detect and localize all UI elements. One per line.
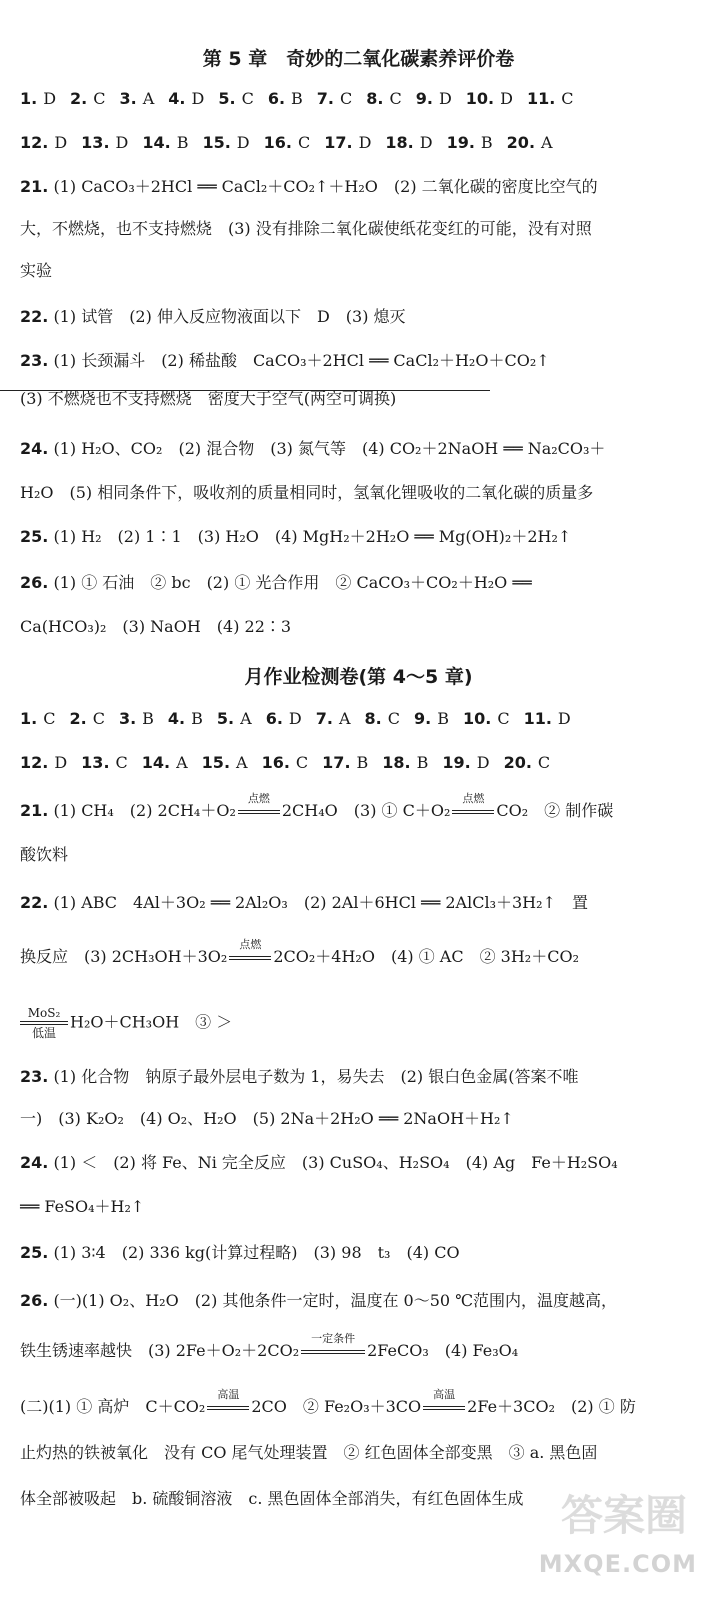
mcq-answer: [414, 709, 449, 728]
question-number: 4.: [168, 89, 186, 108]
question-number: 23.: [20, 1067, 49, 1086]
catalyst-label: MoS₂: [27, 1006, 61, 1020]
equals-arrow: [238, 810, 280, 814]
s1-q26-line1: [20, 572, 532, 594]
s1-mcq-row1: [20, 88, 588, 110]
mcq-answer: [20, 753, 67, 772]
question-number: 16.: [261, 753, 290, 772]
answer-text: 换反应 (3) 2CH₃OH＋3O₂: [20, 947, 228, 966]
question-number: 24.: [20, 1153, 49, 1172]
answer-letter: C: [43, 709, 56, 728]
question-number: 20.: [503, 753, 532, 772]
site-watermark: [517, 1483, 697, 1578]
answer-text: (一)(1) O₂、H₂O (2) 其他条件一定时，温度在 0～50 ℃范围内，温度越高，: [53, 1291, 618, 1310]
answer-text: (1) ① 石油 ② bc (2) ① 光合作用 ② CaCO₃＋CO₂＋H₂O ══: [53, 573, 532, 592]
answer-letter: C: [92, 709, 105, 728]
question-number: 26.: [20, 573, 49, 592]
mcq-answer: [168, 709, 203, 728]
s2-q26-line3: [20, 1388, 636, 1418]
question-number: 17.: [322, 753, 351, 772]
mcq-answer: [20, 709, 55, 728]
question-number: 6.: [265, 709, 283, 728]
watermark-logo-icon: 答案圈: [560, 1491, 687, 1540]
answer-letter: C: [295, 753, 309, 772]
answer-text: 2Fe＋3CO₂ (2) ① 防: [467, 1397, 636, 1416]
question-number: 15.: [202, 133, 231, 152]
answer-text: (1) H₂ (2) 1∶1 (3) H₂O (4) MgH₂＋2H₂O ══ Mg(OH)₂＋2H₂↑: [53, 527, 572, 546]
answer-letter: C: [297, 133, 311, 152]
question-number: 7.: [315, 709, 333, 728]
answer-text: (1) CH₄ (2) 2CH₄＋O₂: [53, 801, 236, 820]
condition-label: 一定条件: [311, 1332, 356, 1345]
answer-letter: C: [340, 89, 353, 108]
s2-mcq-row2: [20, 752, 564, 774]
answer-letter: C: [241, 89, 254, 108]
s2-q24-line1: [20, 1152, 618, 1174]
mcq-answer: [20, 133, 67, 152]
question-number: 2.: [70, 89, 88, 108]
question-number: 11.: [523, 709, 552, 728]
watermark-text: MXQE.COM: [538, 1550, 697, 1578]
question-number: 22.: [20, 307, 49, 326]
condition-label: 点燃: [247, 792, 270, 805]
answer-letter: A: [541, 133, 553, 152]
answer-letter: D: [438, 89, 452, 108]
answer-letter: B: [191, 709, 203, 728]
question-number: 19.: [442, 753, 471, 772]
answer-text: Ca(HCO₃)₂ (3) NaOH (4) 22∶3: [20, 617, 292, 636]
mcq-answer: [385, 133, 432, 152]
mcq-answer: [268, 89, 303, 108]
reaction-condition: [236, 792, 282, 822]
mcq-answer: [507, 133, 553, 152]
s2-q22-line3: [20, 1006, 232, 1040]
mcq-answer: [317, 89, 352, 108]
question-number: 22.: [20, 893, 49, 912]
condition-label: 高温: [217, 1388, 240, 1401]
answer-letter: D: [288, 709, 302, 728]
question-number: 19.: [446, 133, 475, 152]
mcq-answer: [264, 133, 311, 152]
question-number: 13.: [81, 133, 110, 152]
answer-letter: D: [557, 709, 571, 728]
answer-letter: A: [142, 89, 155, 108]
question-number: 5.: [218, 89, 236, 108]
s2-mcq-row1: [20, 708, 585, 730]
question-number: 24.: [20, 439, 49, 458]
question-number: 2.: [69, 709, 87, 728]
answer-letter: D: [54, 133, 68, 152]
answer-letter: B: [437, 709, 449, 728]
answer-text: (二)(1) ① 高炉 C＋CO₂: [20, 1397, 206, 1416]
s1-q22: [20, 306, 406, 328]
answer-text: H₂O (5) 相同条件下，吸收剂的质量相同时，氢氧化锂吸收的二氧化碳的质量多: [20, 483, 594, 502]
reaction-condition: [227, 938, 273, 968]
answer-letter: A: [338, 709, 351, 728]
answer-letter: A: [176, 753, 188, 772]
answer-text: 铁生锈速率越快 (3) 2Fe＋O₂＋2CO₂: [20, 1341, 300, 1360]
answer-letter: D: [191, 89, 205, 108]
question-number: 26.: [20, 1291, 49, 1310]
mcq-answer: [81, 133, 128, 152]
question-number: 10.: [465, 89, 495, 108]
s2-q21-line2: [20, 844, 68, 866]
question-number: 21.: [20, 801, 49, 820]
question-number: 20.: [506, 133, 536, 152]
answer-text: (1) 长颈漏斗 (2) 稀盐酸 CaCO₃＋2HCl ══ CaCl₂＋H₂O＋CO₂↑: [53, 351, 550, 370]
mcq-answer: [266, 709, 302, 728]
s1-q23-line2: [20, 388, 396, 410]
question-number: 12.: [20, 133, 49, 152]
s1-q21-line1: [20, 176, 598, 198]
answer-letter: B: [416, 753, 429, 772]
s1-q24-line2: [20, 482, 593, 504]
question-number: 25.: [20, 527, 49, 546]
mcq-answer: [442, 753, 489, 772]
mcq-answer: [463, 709, 510, 728]
question-number: 6.: [267, 89, 286, 108]
mcq-answer: [527, 89, 574, 108]
question-number: 14.: [141, 753, 171, 772]
answer-letter: D: [358, 133, 372, 152]
question-number: 1.: [20, 89, 38, 108]
s2-q22-line2: [20, 938, 579, 968]
equals-arrow: [301, 1350, 365, 1354]
mcq-answer: [365, 709, 400, 728]
answer-letter: A: [236, 753, 248, 772]
mcq-answer: [366, 89, 401, 108]
answer-text: ══ FeSO₄＋H₂↑: [20, 1197, 145, 1216]
answer-text: 一) (3) K₂O₂ (4) O₂、H₂O (5) 2Na＋2H₂O ══ 2NaOH＋H₂↑: [20, 1109, 514, 1128]
mcq-answer: [504, 753, 551, 772]
s1-q24-line1: [20, 438, 605, 460]
answer-letter: B: [356, 753, 369, 772]
answer-text: (1) 3∶4 (2) 336 kg(计算过程略) (3) 98 t₃ (4) CO: [53, 1243, 460, 1262]
answer-letter: B: [176, 133, 189, 152]
answer-letter: D: [236, 133, 250, 152]
answer-letter: D: [419, 133, 433, 152]
answer-letter: C: [561, 89, 574, 108]
s1-q25: [20, 526, 571, 548]
question-number: 9.: [415, 89, 433, 108]
question-number: 18.: [382, 753, 411, 772]
question-number: 13.: [81, 753, 110, 772]
question-number: 4.: [167, 709, 186, 728]
question-number: 11.: [526, 89, 556, 108]
answer-letter: C: [497, 709, 510, 728]
answer-text: 酸饮料: [20, 845, 69, 864]
mcq-answer: [202, 133, 249, 152]
mcq-answer: [262, 753, 309, 772]
question-number: 16.: [263, 133, 292, 152]
s2-q23-line2: [20, 1108, 514, 1130]
question-number: 1.: [20, 709, 38, 728]
reaction-condition: [299, 1332, 367, 1362]
answer-text: 2FeCO₃ (4) Fe₃O₄: [367, 1341, 519, 1360]
answer-letter: C: [93, 89, 106, 108]
answer-text: (1) ＜ (2) 将 Fe、Ni 完全反应 (3) CuSO₄、H₂SO₄ (4) Ag Fe＋H₂SO₄: [53, 1153, 618, 1172]
s1-q21-line2: [20, 218, 592, 240]
answer-letter: C: [389, 89, 402, 108]
s2-q25: [20, 1242, 460, 1264]
s2-q21-line1: [20, 792, 614, 822]
answer-letter: D: [54, 753, 68, 772]
question-number: 18.: [385, 133, 414, 152]
equals-arrow: [229, 956, 271, 960]
mcq-answer: [217, 709, 252, 728]
answer-text: (3) 不燃烧也不支持燃烧 密度大于空气(两空可调换): [20, 389, 397, 408]
answer-letter: A: [240, 709, 252, 728]
answer-text: 2CO ② Fe₂O₃＋3CO: [251, 1397, 422, 1416]
question-number: 8.: [366, 89, 384, 108]
question-number: 7.: [316, 89, 335, 108]
answer-text: 大，不燃烧，也不支持燃烧 (3) 没有排除二氧化碳使纸花变红的可能，没有对照: [20, 219, 592, 238]
question-number: 3.: [118, 709, 137, 728]
mcq-answer: [202, 753, 248, 772]
answer-text: H₂O＋CH₃OH ③ ＞: [70, 1012, 233, 1032]
answer-letter: D: [500, 89, 513, 108]
section2-title: 月作业检测卷(第 4～5 章): [244, 666, 473, 688]
equals-arrow: [20, 1021, 68, 1025]
question-number: 17.: [324, 133, 353, 152]
mcq-answer: [466, 89, 513, 108]
answer-text: (1) CaCO₃＋2HCl ══ CaCl₂＋CO₂↑＋H₂O (2) 二氧化碳的密度比空气的: [53, 177, 598, 196]
mcq-answer: [524, 709, 571, 728]
answer-letter: D: [115, 133, 129, 152]
mcq-answer: [120, 89, 155, 108]
answer-text: 体全部被吸起 b. 硫酸铜溶液 c. 黑色固体全部消失，有红色固体生成: [20, 1489, 524, 1508]
s2-q22-line1: [20, 892, 588, 914]
mcq-answer: [447, 133, 493, 152]
mcq-answer: [119, 709, 154, 728]
answer-text: CO₂ ② 制作碳: [496, 801, 614, 820]
mcq-answer: [142, 753, 188, 772]
s2-q23-line1: [20, 1066, 578, 1088]
question-number: 10.: [462, 709, 492, 728]
answer-text: (1) 化合物 钠原子最外层电子数为 1，易失去 (2) 银白色金属(答案不唯: [53, 1067, 579, 1086]
answer-text: 2CO₂＋4H₂O (4) ① AC ② 3H₂＋CO₂: [273, 947, 579, 966]
answer-text: 2CH₄O (3) ① C＋O₂: [281, 801, 451, 820]
answer-letter: C: [537, 753, 551, 772]
reaction-condition: [421, 1388, 467, 1418]
reaction-condition-stack: [20, 1006, 68, 1040]
equals-arrow: [452, 810, 494, 814]
s1-q21-line3: [20, 260, 52, 282]
condition-label: 点燃: [462, 792, 485, 805]
s2-q26-line2: [20, 1332, 519, 1362]
mcq-answer: [322, 753, 368, 772]
s1-mcq-row2: [20, 132, 567, 154]
question-number: 12.: [20, 753, 49, 772]
reaction-condition: [450, 792, 496, 822]
question-number: 9.: [413, 709, 432, 728]
s2-q26-line1: [20, 1290, 617, 1312]
reaction-condition: [205, 1388, 251, 1418]
answer-letter: B: [291, 89, 303, 108]
mcq-answer: [324, 133, 371, 152]
question-number: 14.: [142, 133, 171, 152]
question-number: 3.: [119, 89, 137, 108]
section1-title: 第 5 章 奇妙的二氧化碳素养评价卷: [202, 48, 515, 70]
equals-arrow: [207, 1406, 249, 1410]
question-number: 25.: [20, 1243, 49, 1262]
equals-arrow: [423, 1406, 465, 1410]
mcq-answer: [81, 753, 128, 772]
question-number: 15.: [201, 753, 231, 772]
mcq-answer: [382, 753, 428, 772]
answer-letter: B: [480, 133, 493, 152]
s1-q23-line1: [20, 350, 550, 372]
answer-text: (1) H₂O、CO₂ (2) 混合物 (3) 氮气等 (4) CO₂＋2NaOH ══ Na₂CO₃＋: [53, 439, 606, 458]
temperature-label: 低温: [31, 1026, 56, 1040]
s2-q24-line2: [20, 1196, 144, 1218]
mcq-answer: [168, 89, 204, 108]
question-number: 23.: [20, 351, 49, 370]
answer-text: 止灼热的铁被氧化 没有 CO 尾气处理装置 ② 红色固体全部变黑 ③ a. 黑色固: [20, 1443, 598, 1462]
s2-q26-line5: [20, 1488, 524, 1510]
answer-text: (1) 试管 (2) 伸入反应物液面以下 D (3) 熄灭: [53, 307, 406, 326]
s1-q26-line2: [20, 616, 291, 638]
condition-label: 点燃: [239, 938, 262, 951]
s2-q26-line4: [20, 1442, 597, 1464]
answer-text: 实验: [20, 261, 53, 280]
answer-text: (1) ABC 4Al＋3O₂ ══ 2Al₂O₃ (2) 2Al＋6HCl ══ 2AlCl₃＋3H₂↑ 置: [53, 893, 588, 912]
answer-letter: C: [387, 709, 400, 728]
condition-label: 高温: [433, 1388, 456, 1401]
mcq-answer: [20, 89, 56, 108]
mcq-answer: [70, 89, 105, 108]
answer-letter: D: [43, 89, 57, 108]
question-number: 5.: [216, 709, 235, 728]
answer-letter: D: [476, 753, 490, 772]
answer-letter: B: [142, 709, 154, 728]
question-number: 21.: [20, 177, 49, 196]
mcq-answer: [316, 709, 351, 728]
mcq-answer: [142, 133, 188, 152]
mcq-answer: [69, 709, 104, 728]
mcq-answer: [416, 89, 452, 108]
answer-letter: C: [115, 753, 128, 772]
mcq-answer: [218, 89, 253, 108]
question-number: 8.: [364, 709, 382, 728]
scan-fold-line: [0, 390, 490, 391]
